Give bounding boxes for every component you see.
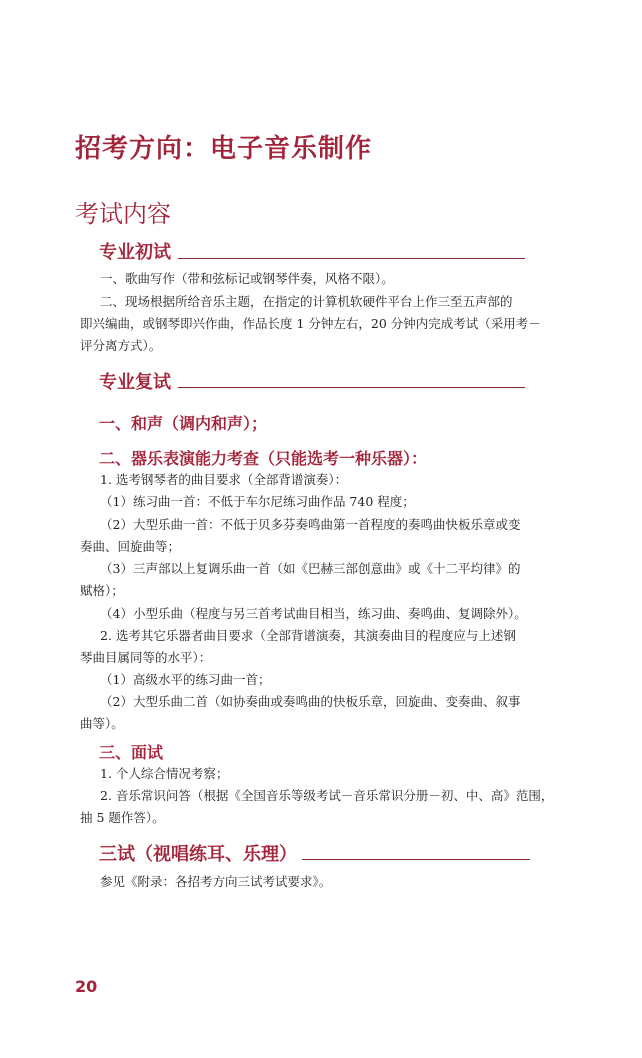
instrument-line-2: （1）练习曲一首：不低于车尔尼练习曲作品 740 程度； xyxy=(100,494,415,509)
first-exam-heading: 专业初试 xyxy=(99,242,171,263)
instrument-line-11: （2）大型乐曲二首（如协奏曲或奏鸣曲的快板乐章，回旋曲、变奏曲、叙事 xyxy=(100,694,521,709)
interview-heading: 三、面试 xyxy=(99,743,164,762)
instrument-line-6: 赋格）； xyxy=(80,583,124,598)
first-exam-line-2: 二、现场根据所给音乐主题，在指定的计算机软硬件平台上作三至五声部的 xyxy=(100,294,513,309)
instrument-line-5: （3）三声部以上复调乐曲一首（如《巴赫三部创意曲》或《十二平均律》的 xyxy=(100,561,521,576)
first-exam-line-1: 一、歌曲写作（带和弦标记或钢琴伴奏，风格不限）。 xyxy=(100,271,394,286)
instrument-line-10: （1）高级水平的练习曲一首； xyxy=(100,672,271,687)
instrument-line-7: （4）小型乐曲（程度与另三首考试曲目相当，练习曲、奏鸣曲、复调除外）。 xyxy=(100,606,527,621)
second-exam-rule xyxy=(178,387,525,388)
instrument-line-3: （2）大型乐曲一首：不低于贝多芬奏鸣曲第一首程度的奏鸣曲快板乐章或变 xyxy=(100,517,521,532)
interview-line-1: 1. 个人综合情况考察； xyxy=(100,766,229,781)
section-subtitle: 考试内容 xyxy=(75,200,171,228)
first-exam-line-3: 即兴编曲，或钢琴即兴作曲，作品长度 1 分钟左右，20 分钟内完成考试（采用考－ xyxy=(80,316,541,331)
third-exam-heading: 三试（视唱练耳、乐理） xyxy=(99,844,297,865)
first-exam-line-4: 评分离方式）。 xyxy=(80,338,162,353)
instrument-line-8: 2. 选考其它乐器者曲目要求（全部背谱演奏，其演奏曲目的程度应与上述钢 xyxy=(100,628,516,643)
instrument-heading: 二、器乐表演能力考查（只能选考一种乐器）： xyxy=(99,449,428,468)
page-title: 招考方向：电子音乐制作 xyxy=(75,134,373,164)
instrument-line-9: 琴曲目属同等的水平）： xyxy=(80,650,212,665)
interview-line-2: 2. 音乐常识问答（根据《全国音乐等级考试－音乐常识分册－初、中、高》范围， xyxy=(100,788,554,803)
instrument-line-12: 曲等）。 xyxy=(80,716,124,731)
third-exam-rule xyxy=(302,859,530,860)
third-exam-line-1: 参见《附录：各招考方向三试考试要求》。 xyxy=(100,874,332,889)
page-number: 20 xyxy=(75,977,98,996)
instrument-line-1: 1. 选考钢琴者的曲目要求（全部背谱演奏）： xyxy=(100,472,348,487)
first-exam-rule xyxy=(178,258,525,259)
interview-line-3: 抽 5 题作答）。 xyxy=(80,810,165,825)
second-exam-heading: 专业复试 xyxy=(99,372,171,393)
harmony-heading: 一、和声（调内和声）； xyxy=(99,414,268,433)
instrument-line-4: 奏曲、回旋曲等； xyxy=(80,539,181,554)
